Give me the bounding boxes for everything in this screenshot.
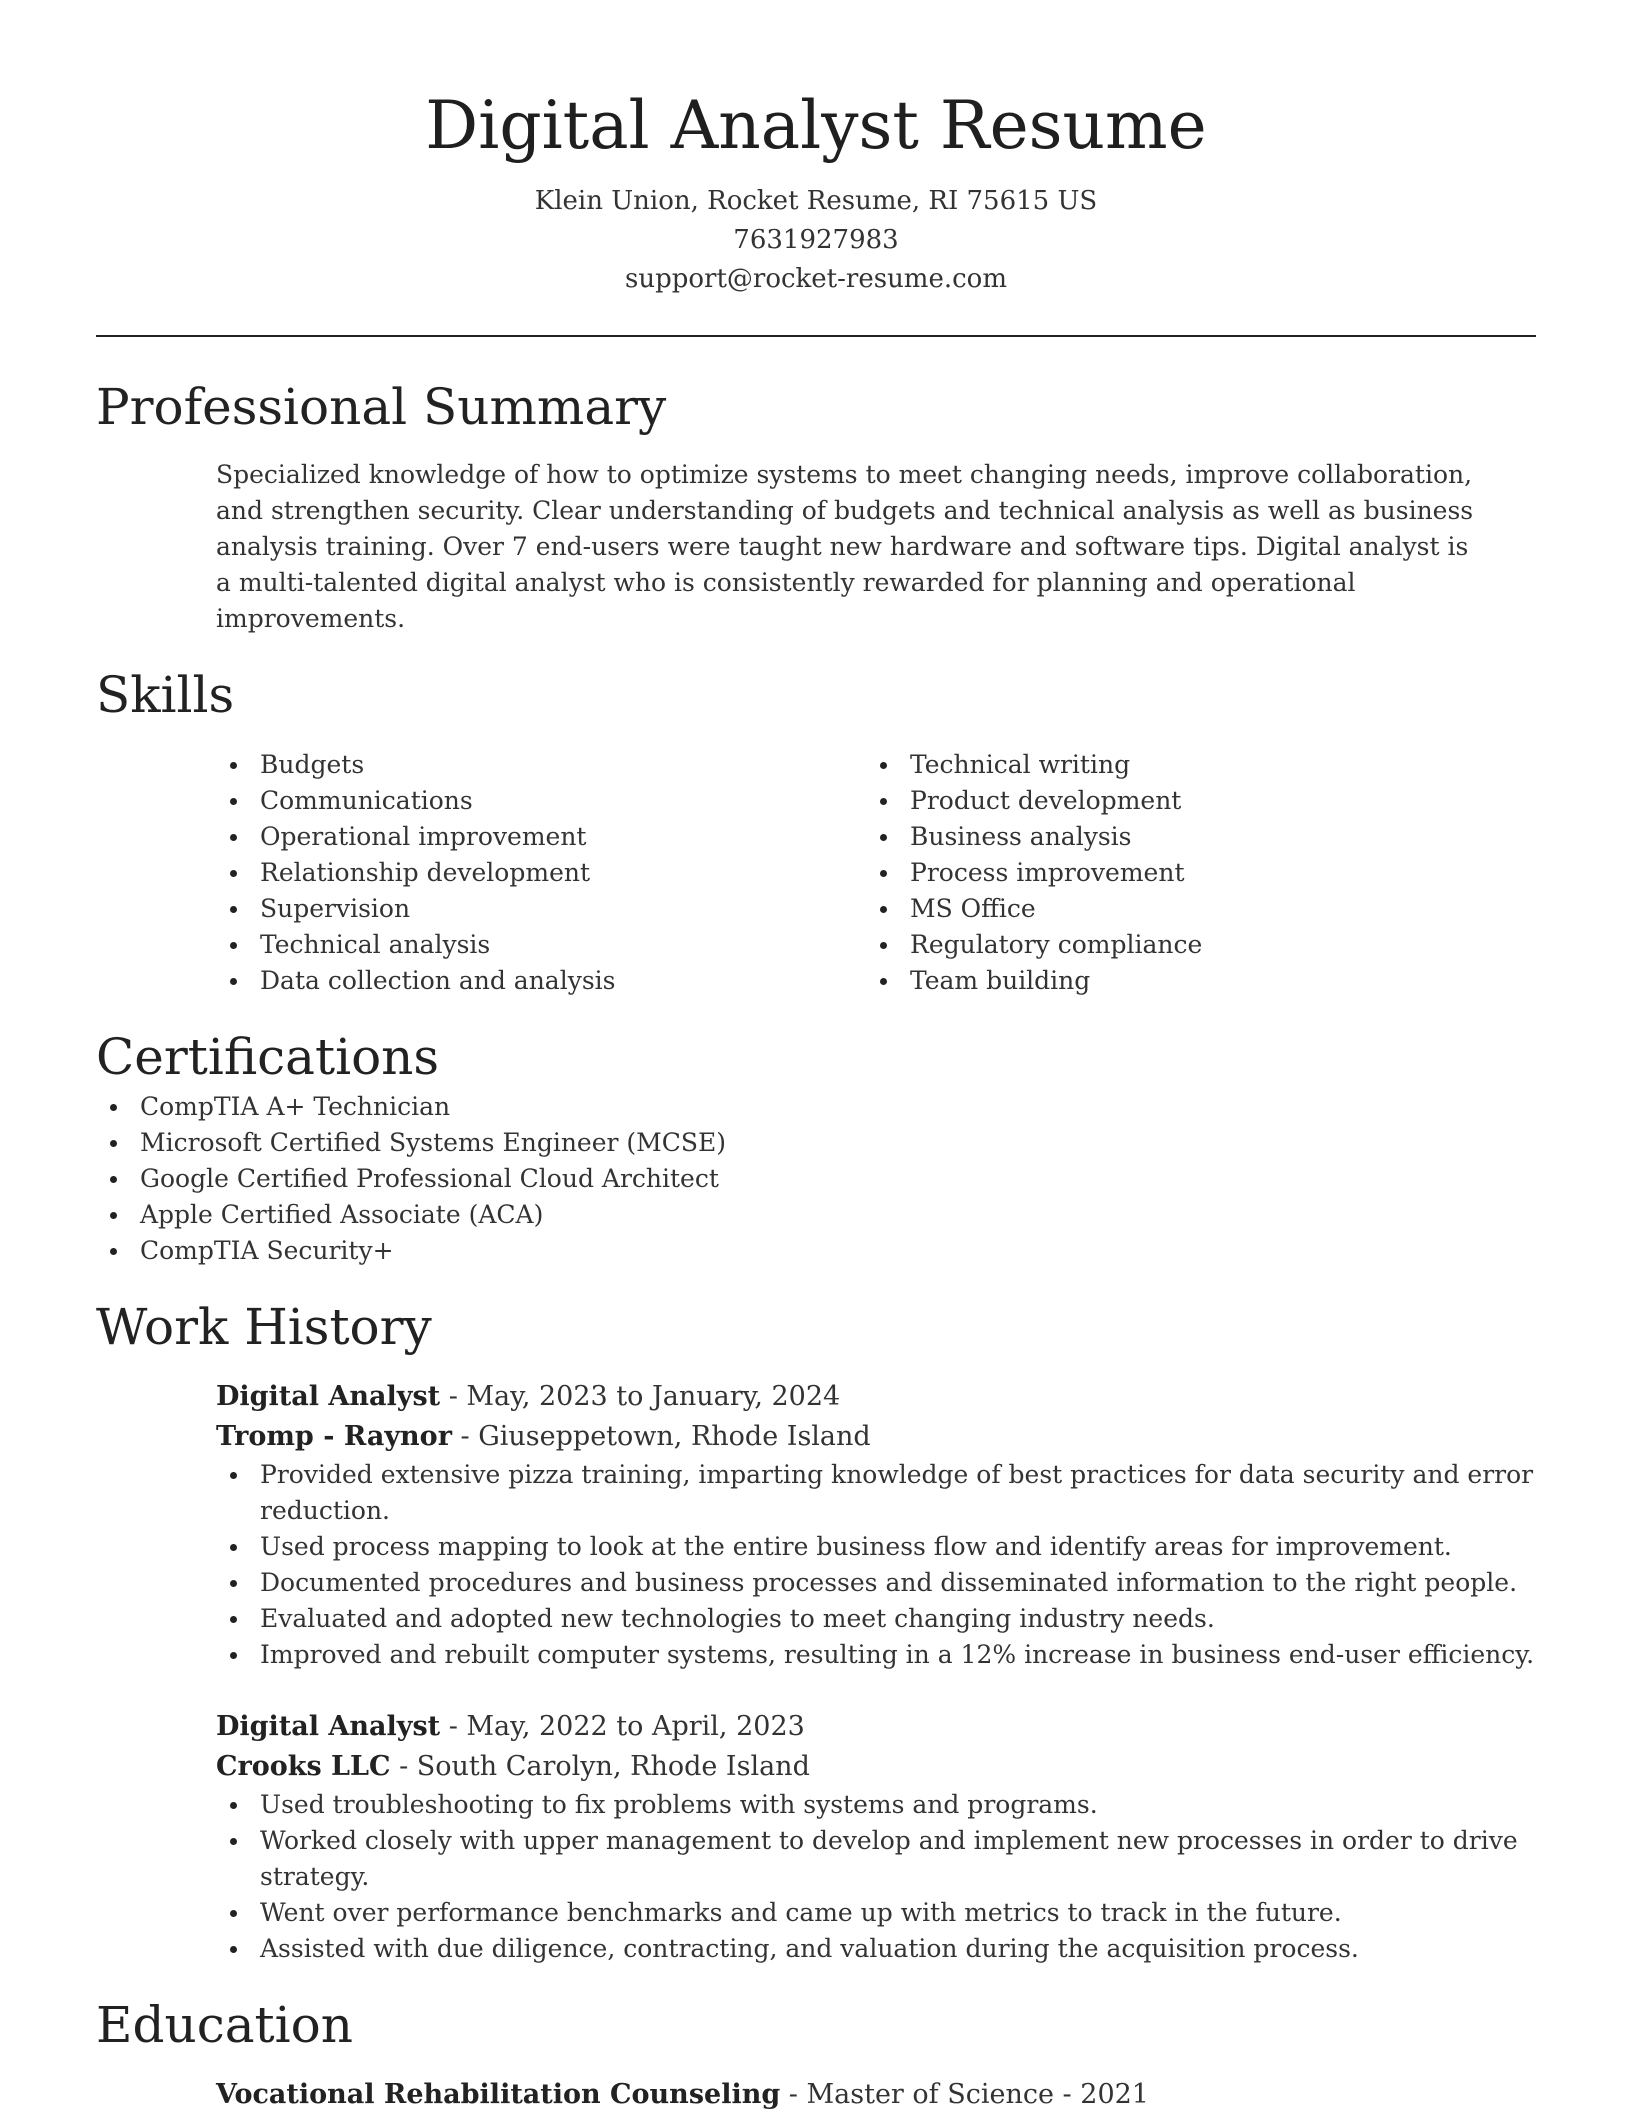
certifications-list xyxy=(96,1089,1536,1269)
job-bullet: Used process mapping to look at the entire business flow and identify areas for improvement. xyxy=(216,1529,1536,1565)
skill-item: Relationship development xyxy=(216,855,866,891)
skills-column-left xyxy=(216,747,866,999)
certification-item: CompTIA A+ Technician xyxy=(96,1089,1536,1125)
job-company: Crooks LLC xyxy=(216,1751,391,1782)
resume-header xyxy=(96,0,1536,299)
skills-columns xyxy=(216,747,1536,999)
skill-item: Process improvement xyxy=(866,855,1516,891)
address: Klein Union, Rocket Resume, RI 75615 US xyxy=(534,186,1098,216)
job-bullet: Worked closely with upper management to develop and implement new processes in order to drive strategy. xyxy=(216,1823,1536,1895)
work-history-heading: Work History xyxy=(96,1298,432,1356)
header-divider xyxy=(96,335,1536,337)
skills-heading: Skills xyxy=(96,666,235,724)
certification-item: Google Certified Professional Cloud Architect xyxy=(96,1161,1536,1197)
job-bullet: Used troubleshooting to fix problems with systems and programs. xyxy=(216,1787,1536,1823)
phone: 7631927983 xyxy=(733,225,899,255)
skills-column-right xyxy=(866,747,1516,999)
job-dates: - May, 2023 to January, 2024 xyxy=(440,1381,841,1412)
education-heading: Education xyxy=(96,1996,353,2054)
skill-item: Communications xyxy=(216,783,866,819)
summary-heading: Professional Summary xyxy=(96,378,667,436)
skill-item: Budgets xyxy=(216,747,866,783)
job-location: - Giuseppetown, Rhode Island xyxy=(451,1421,871,1452)
job-bullet: Improved and rebuilt computer systems, resulting in a 12% increase in business end-user efficiency. xyxy=(216,1637,1536,1673)
certification-item: Microsoft Certified Systems Engineer (MCSE) xyxy=(96,1125,1536,1161)
skill-item: Supervision xyxy=(216,891,866,927)
job-entry xyxy=(216,1377,1536,1673)
certifications-heading: Certifications xyxy=(96,1028,440,1086)
skill-item: Data collection and analysis xyxy=(216,963,866,999)
skill-item: Product development xyxy=(866,783,1516,819)
certification-item: Apple Certified Associate (ACA) xyxy=(96,1197,1536,1233)
job-bullet: Provided extensive pizza training, imparting knowledge of best practices for data security and error reduction. xyxy=(216,1457,1536,1529)
skill-item: Regulatory compliance xyxy=(866,927,1516,963)
email[interactable]: support@rocket-resume.com xyxy=(624,264,1007,294)
job-dates: - May, 2022 to April, 2023 xyxy=(440,1711,805,1742)
skill-item: Technical analysis xyxy=(216,927,866,963)
education-field: Vocational Rehabilitation Counseling xyxy=(216,2079,781,2110)
job-bullets xyxy=(216,1457,1536,1673)
certification-item: CompTIA Security+ xyxy=(96,1233,1536,1269)
job-location: - South Carolyn, Rhode Island xyxy=(390,1751,810,1782)
job-role: Digital Analyst xyxy=(216,1711,441,1742)
job-title-line xyxy=(216,1707,1536,1747)
resume-title: Digital Analyst Resume xyxy=(425,87,1207,164)
resume-page xyxy=(96,0,1536,2115)
education-details: - Master of Science - 2021 xyxy=(780,2079,1149,2110)
job-title-line xyxy=(216,1377,1536,1417)
job-company: Tromp - Raynor xyxy=(216,1421,452,1452)
skill-item: Business analysis xyxy=(866,819,1516,855)
job-bullet: Assisted with due diligence, contracting, and valuation during the acquisition process. xyxy=(216,1931,1536,1967)
skill-item: MS Office xyxy=(866,891,1516,927)
summary-text: Specialized knowledge of how to optimize systems to meet changing needs, improve collaboration, and strengthen security. Clear understanding of budgets and technical analysis as well as business analysis training. Over 7 end-users were taught new hardware and software tips. Digital analyst is a multi-talented digital analyst who is consistently rewarded for planning and operational improvements. xyxy=(216,460,1474,633)
job-bullet: Documented procedures and business processes and disseminated information to the right people. xyxy=(216,1565,1536,1601)
job-bullet: Went over performance benchmarks and came up with metrics to track in the future. xyxy=(216,1895,1536,1931)
job-role: Digital Analyst xyxy=(216,1381,441,1412)
skill-item: Technical writing xyxy=(866,747,1516,783)
skill-item: Team building xyxy=(866,963,1516,999)
job-bullets xyxy=(216,1787,1536,1967)
job-company-line xyxy=(216,1747,1536,1787)
job-bullet: Evaluated and adopted new technologies to meet changing industry needs. xyxy=(216,1601,1536,1637)
education-entry xyxy=(216,2075,1536,2115)
job-entry xyxy=(216,1707,1536,1967)
job-company-line xyxy=(216,1417,1536,1457)
skill-item: Operational improvement xyxy=(216,819,866,855)
